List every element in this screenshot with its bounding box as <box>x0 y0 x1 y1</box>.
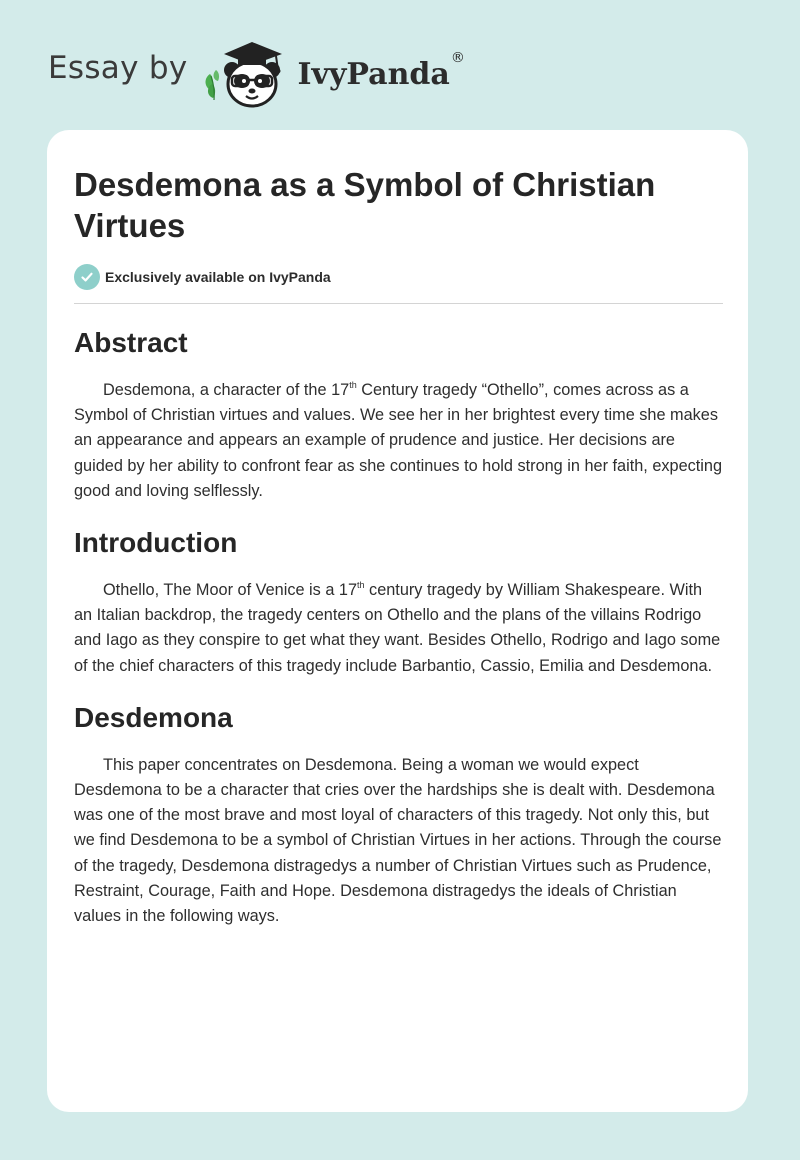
essay-card <box>47 130 748 1112</box>
registered-mark: ® <box>450 50 465 66</box>
paragraph-introduction: Othello, The Moor of Venice is a 17th century tragedy by William Shakespeare. With an Italian backdrop, the tragedy centers on Othello and the plans of the villains Rodrigo and Iago as they conspire to get what they want. Besides Othello, Rodrigo and Iago some of the chief characters of this tragedy include Barbantio, Cassio, Emilia and Desdemona. <box>74 579 721 675</box>
heading-introduction: Introduction <box>74 527 238 559</box>
essay-title: Desdemona as a Symbol of Christian Virtues <box>74 166 656 244</box>
heading-abstract: Abstract <box>74 327 188 358</box>
essay-content <box>74 164 724 929</box>
heading-desdemona: Desdemona <box>74 701 233 733</box>
exclusive-badge <box>74 264 724 290</box>
brand-name: IvyPanda <box>297 56 450 92</box>
paragraph-desdemona: This paper concentrates on Desdemona. Being a woman we would expect Desdemona to be a character that cries over the hardships she is dealt with. Desdemona was one of the most brave and most loyal of characters of this tragedy. Not only this, but we find Desdemona to be a symbol of Christian Virtues in her actions. Through the course of the tragedy, Desdemona distragedys a number of Christian Virtues such as Prudence, Restraint, Courage, Faith and Hope. Desdemona distragedys the ideals of Christian values in the following ways. <box>74 755 722 926</box>
check-icon <box>74 264 100 290</box>
brand-prefix: Essay by <box>48 50 188 86</box>
panda-graduate-logo-icon <box>202 34 292 110</box>
brand-header <box>48 34 465 110</box>
paragraph-abstract: Desdemona, a character of the 17th Century tragedy “Othello”, comes across as a Symbol of Christian virtues and values. We see her in her brightest every time she makes an appearance and appears an example of prudence and justice. Her decisions are guided by her ability to confront fear as she continues to hold strong in her faith, expecting good and loving selflessly. <box>74 379 723 500</box>
badge-text: Exclusively available on IvyPanda <box>105 269 331 285</box>
title-divider <box>74 303 723 304</box>
